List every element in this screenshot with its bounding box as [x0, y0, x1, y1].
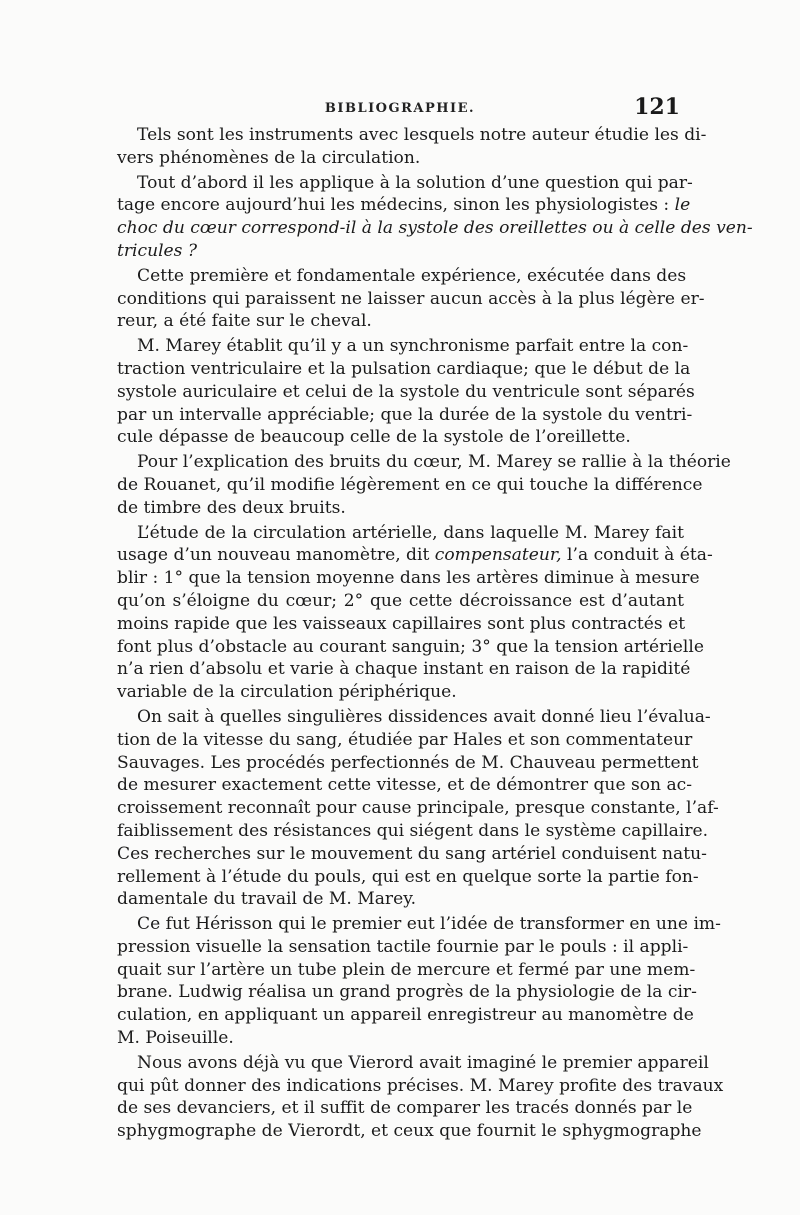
- text-line: Tout d’abord il les applique à la solution d’une question qui par-: [137, 172, 693, 193]
- text-line: n’a rien d’absolu et varie à chaque instant en raison de la rapidité: [117, 659, 691, 680]
- text-line: par un intervalle appréciable; que la durée de la systole du ventri-: [117, 404, 693, 425]
- text-line: L’étude de la circulation artérielle, dans laquelle M. Marey fait: [137, 522, 684, 543]
- italic-line: choc du cœur correspond-il à la systole des oreillettes ou à celle des ven-: [117, 218, 753, 239]
- text-line: Cette première et fondamentale expérience, exécutée dans des: [137, 265, 687, 286]
- italic-word: le: [674, 195, 691, 216]
- text-line: traction ventriculaire et la pulsation cardiaque; que le début de la: [117, 358, 691, 379]
- text-line: [117, 544, 713, 567]
- text-line: moins rapide que les vaisseaux capillaires sont plus contractés et: [117, 613, 686, 634]
- paragraph: [117, 172, 753, 263]
- text-line: Pour l’explication des bruits du cœur, M. Marey se rallie à la théorie: [137, 452, 731, 473]
- text-line: [117, 194, 691, 217]
- text-line: Ce fut Hérisson qui le premier eut l’idée de transformer en une im-: [137, 914, 721, 935]
- text-line-segment: tage encore aujourd’hui les médecins, sinon les physiologistes :: [117, 195, 670, 216]
- text-line: brane. Ludwig réalisa un grand progrès de la physiologie de la cir-: [117, 982, 697, 1003]
- paragraph: [117, 335, 695, 449]
- text-line: pression visuelle la sensation tactile fournie par le pouls : il appli-: [117, 936, 689, 957]
- text-line: font plus d’obstacle au courant sanguin; 3° que la tension artérielle: [117, 636, 704, 657]
- text-line: Sauvages. Les procédés perfectionnés de M. Chauveau permettent: [117, 752, 699, 773]
- text-line: faiblissement des résistances qui siégent dans le système capillaire.: [117, 820, 709, 841]
- text-line: M. Marey établit qu’il y a un synchronisme parfait entre la con-: [137, 336, 689, 357]
- text-line: quait sur l’artère un tube plein de mercure et fermé par une mem-: [117, 959, 696, 980]
- body-text: [117, 124, 753, 1159]
- text-line: qu’on s’éloigne du cœur; 2° que cette décroissance est d’autant: [117, 590, 684, 611]
- text-line: M. Poiseuille.: [117, 1028, 234, 1049]
- paragraph: [117, 1052, 724, 1143]
- text-line: de ses devanciers, et il suffit de comparer les tracés donnés par le: [117, 1098, 693, 1119]
- text-line: damentale du travail de M. Marey.: [117, 889, 417, 910]
- page-number: 121: [634, 94, 680, 120]
- text-line: systole auriculaire et celui de la systole du ventricule sont séparés: [117, 381, 695, 402]
- paragraph: [117, 522, 713, 704]
- text-line: On sait à quelles singulières dissidences avait donné lieu l’évalua-: [137, 706, 711, 727]
- text-line: vers phénomènes de la circulation.: [117, 147, 421, 168]
- text-line: blir : 1° que la tension moyenne dans les artères diminue à mesure: [117, 568, 700, 589]
- text-line: de timbre des deux bruits.: [117, 497, 346, 518]
- text-line: reur, a été faite sur le cheval.: [117, 311, 372, 332]
- text-line-segment: l’a conduit à éta-: [567, 545, 713, 566]
- text-line: Tels sont les instruments avec lesquels notre auteur étudie les di-: [137, 125, 707, 145]
- text-line: culation, en appliquant un appareil enregistreur au manomètre de: [117, 1005, 694, 1026]
- text-line: cule dépasse de beaucoup celle de la systole de l’oreillette.: [117, 427, 631, 448]
- text-line: conditions qui paraissent ne laisser aucun accès à la plus légère er-: [117, 288, 705, 309]
- text-line-segment: usage d’un nouveau manomètre, dit: [117, 545, 430, 566]
- paragraph: [117, 706, 719, 911]
- text-line: qui pût donner des indications précises. M. Marey profite des travaux: [117, 1075, 724, 1096]
- text-line: tion de la vitesse du sang, étudiée par Hales et son commentateur: [117, 729, 693, 750]
- italic-line: tricules ?: [117, 240, 198, 261]
- paragraph: [117, 265, 705, 333]
- paragraph: [117, 124, 707, 170]
- paragraph: [117, 451, 731, 519]
- text-line: sphygmographe de Vierordt, et ceux que fournit le sphygmographe: [117, 1121, 702, 1142]
- text-line: Nous avons déjà vu que Vierord avait imaginé le premier appareil: [137, 1052, 709, 1073]
- running-header: BIBLIOGRAPHIE.: [324, 101, 476, 116]
- paragraph: [117, 913, 721, 1050]
- text-line: de Rouanet, qu’il modifie légèrement en ce qui touche la différence: [117, 474, 703, 495]
- text-line: Ces recherches sur le mouvement du sang artériel conduisent natu-: [117, 843, 707, 864]
- italic-word: compensateur,: [434, 545, 562, 566]
- text-line: rellement à l’étude du pouls, qui est en quelque sorte la partie fon-: [117, 866, 699, 887]
- text-line: de mesurer exactement cette vitesse, et de démontrer que son ac-: [117, 775, 693, 796]
- text-line: croissement reconnaît pour cause principale, presque constante, l’af-: [117, 798, 719, 819]
- text-line: variable de la circulation périphérique.: [117, 682, 457, 703]
